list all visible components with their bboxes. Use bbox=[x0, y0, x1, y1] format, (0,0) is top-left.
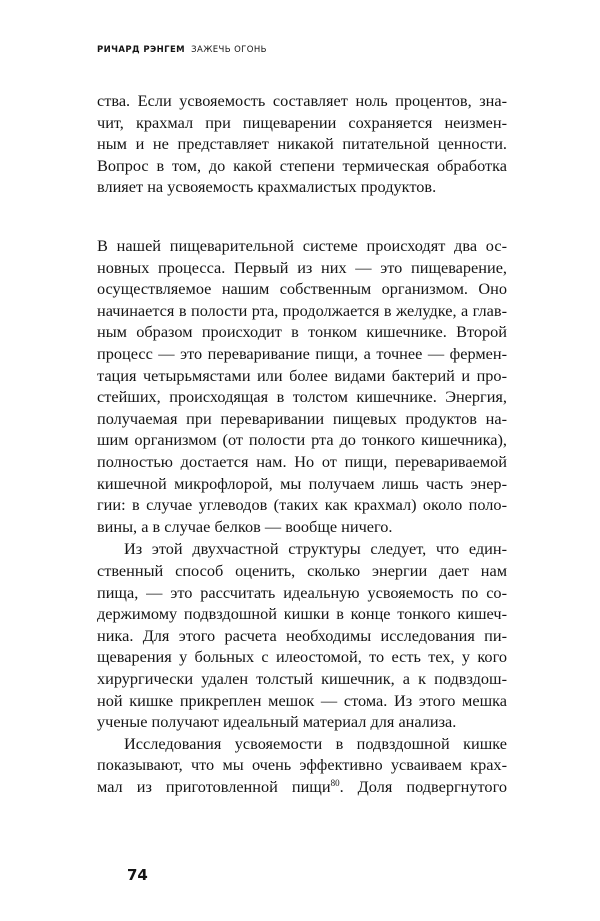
text-line: Из этой двухчастной структуры следует, что един- bbox=[124, 539, 507, 559]
running-head bbox=[97, 45, 267, 55]
paragraph-digestion-processes bbox=[97, 235, 507, 537]
text-line: ственный способ оценить, сколько энергии дает нам bbox=[97, 560, 507, 580]
text-line: шим организмом (от полости рта до тонкого кишечника), bbox=[97, 430, 507, 450]
running-head-author: РИЧАРД РЭНГЕМ bbox=[97, 45, 186, 55]
running-head-book-title: ЗАЖЕЧЬ ОГОНЬ bbox=[191, 45, 267, 55]
text-line: процесс — это переваривание пищи, а точнее — фермен- bbox=[97, 343, 507, 363]
text-fragment: мал из приготовленной пищи bbox=[97, 776, 331, 796]
text-line: ным образом происходит в тонком кишечнике. Второй bbox=[97, 322, 507, 342]
text-line: Вопрос в том, до какой степени термическая обработка bbox=[97, 155, 507, 175]
text-line: полностью достается нам. Но от пищи, перевариваемой bbox=[97, 451, 507, 471]
paragraph-continuation bbox=[97, 90, 507, 198]
text-line: щеварения у больных с илеостомой, то есть тех, у кого bbox=[97, 647, 507, 667]
text-line: пища, — это рассчитать идеальную усвояемость по со- bbox=[97, 582, 507, 602]
text-line: держимому подвздошной кишки в конце тонкого кишеч- bbox=[97, 604, 507, 624]
text-line: новных процесса. Первый из них — это пищеварение, bbox=[97, 257, 507, 277]
text-line: влияет на усвояемость крахмалистых продуктов. bbox=[97, 177, 437, 197]
text-line: ученые получают идеальный материал для анализа. bbox=[97, 712, 457, 732]
text-line: начинается в полости рта, продолжается в желудке, а глав- bbox=[97, 300, 507, 320]
text-line: хирургически удален толстый кишечник, а к подвздош- bbox=[97, 668, 507, 688]
text-line: кишечной микрофлорой, мы получаем лишь часть энер- bbox=[97, 473, 507, 493]
text-line: Исследования усвояемости в подвздошной кишке bbox=[124, 733, 507, 753]
text-line: показывают, что мы очень эффективно усваиваем крах- bbox=[97, 755, 507, 775]
text-line-with-footnote bbox=[97, 776, 507, 798]
paragraph-ileostomy bbox=[97, 538, 507, 732]
text-line: ства. Если усвояемость составляет ноль процентов, зна- bbox=[97, 91, 507, 110]
text-line: ника. Для этого расчета необходимы исследования пи- bbox=[97, 625, 507, 645]
footnote-reference[interactable]: 80 bbox=[330, 777, 340, 788]
text-line: гии: в случае углеводов (таких как крахмал) около поло- bbox=[97, 495, 507, 515]
text-fragment: . Доля подвергнутого bbox=[339, 776, 507, 796]
text-line: осуществляемое нашим собственным организмом. Оно bbox=[97, 279, 507, 299]
text-line: тация четырьмястами или более видами бактерий и про- bbox=[97, 365, 507, 385]
text-line: вины, а в случае белков — вообще ничего. bbox=[97, 516, 393, 536]
page-number: 74 bbox=[127, 866, 148, 884]
text-line: В нашей пищеварительной системе происходят два ос- bbox=[97, 236, 507, 255]
text-line: чит, крахмал при пищеварении сохраняется неизмен- bbox=[97, 112, 507, 132]
text-line: получаемая при переваривании пищевых продуктов на- bbox=[97, 408, 507, 428]
text-line: ной кишке прикреплен мешок — стома. Из этого мешка bbox=[97, 690, 507, 710]
text-line: стейших, происходящая в толстом кишечнике. Энергия, bbox=[97, 387, 507, 407]
paragraph-starch-digestibility bbox=[97, 733, 507, 798]
text-line: ным и не представляет никакой питательной ценности. bbox=[97, 134, 507, 154]
